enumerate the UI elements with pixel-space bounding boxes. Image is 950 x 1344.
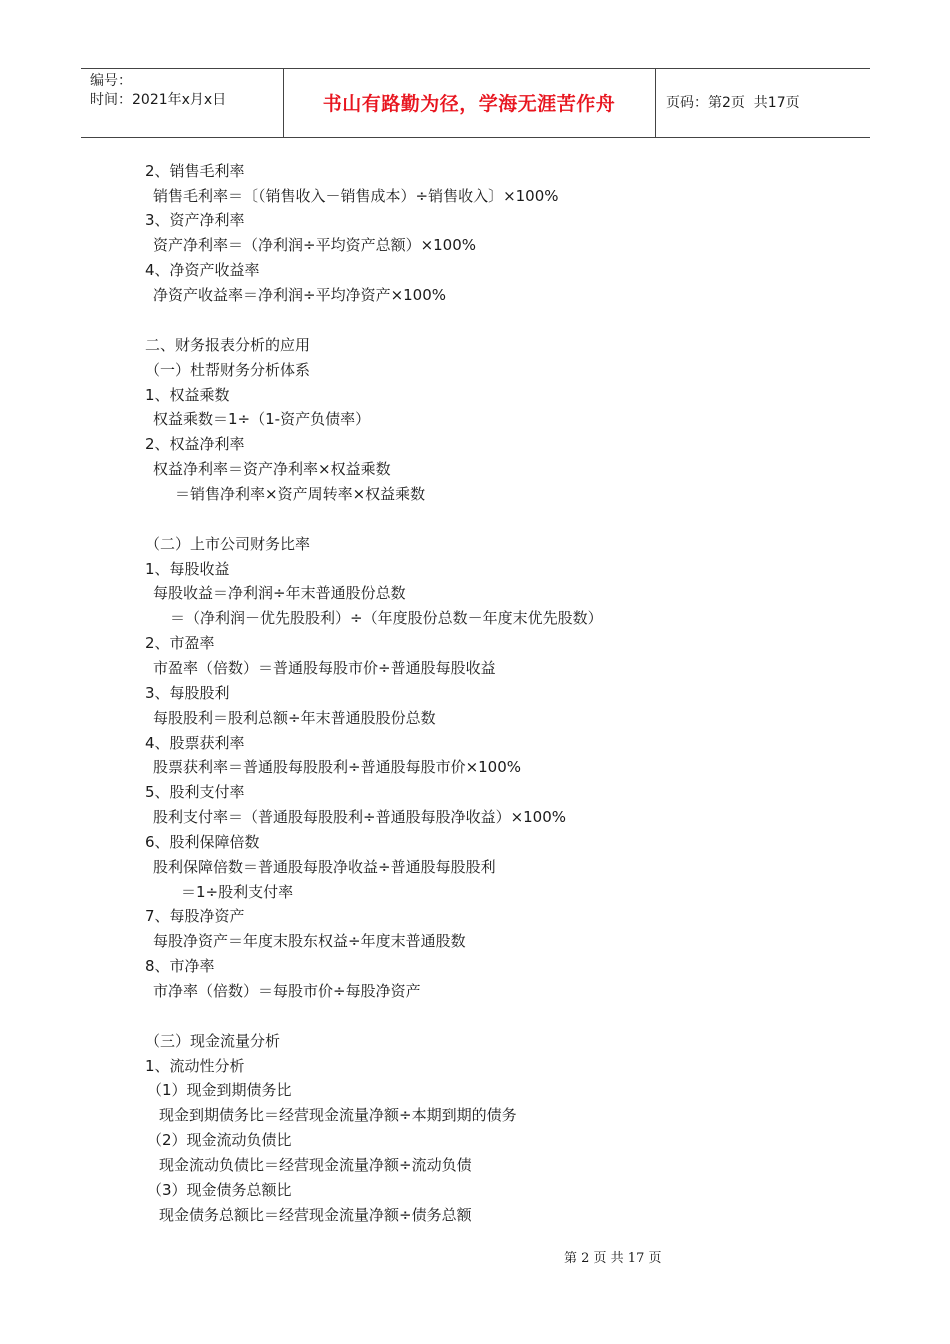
formula-pb-ratio: 市净率（倍数）＝每股市价÷每股净资产 xyxy=(153,982,421,1000)
header-motto-cell xyxy=(283,69,656,137)
formula-gross-margin: 销售毛利率＝〔（销售收入－销售成本）÷销售收入〕×100% xyxy=(153,187,559,205)
page-header xyxy=(81,68,870,138)
formula-eps: 每股收益＝净利润÷年末普通股份总数 xyxy=(153,584,406,602)
formula-payout-ratio: 股利支付率＝（普通股每股股利÷普通股每股净收益）×100% xyxy=(153,808,567,826)
section-heading-application: 二、财务报表分析的应用 xyxy=(145,336,311,354)
page-footer: 第 2 页 共 17 页 xyxy=(564,1251,662,1266)
formula-equity-multiplier: 权益乘数＝1÷（1-资产负债率） xyxy=(153,410,371,428)
heading-dividend-coverage: 6、股利保障倍数 xyxy=(145,833,260,851)
heading-dividend-per-share: 3、每股股利 xyxy=(145,684,230,702)
formula-equity-net-profit: 权益净利率＝资产净利率×权益乘数 xyxy=(153,460,391,478)
heading-cash-maturity-ratio: （1）现金到期债务比 xyxy=(147,1081,292,1099)
formula-cash-maturity-ratio: 现金到期债务比＝经营现金流量净额÷本期到期的债务 xyxy=(159,1106,517,1124)
formula-dividend-coverage-alt: ＝1÷股利支付率 xyxy=(181,883,294,901)
document-date: 时间：2021年x月x日 xyxy=(90,92,227,108)
formula-dividend-coverage: 股利保障倍数＝普通股每股净收益÷普通股每股股利 xyxy=(153,858,496,876)
formula-equity-net-profit-expanded: ＝销售净利率×资产周转率×权益乘数 xyxy=(175,485,426,503)
document-number-label: 编号： xyxy=(90,73,132,89)
motto: 书山有路勤为径，学海无涯苦作舟 xyxy=(322,93,616,115)
formula-cash-total-debt: 现金债务总额比＝经营现金流量净额÷债务总额 xyxy=(159,1206,472,1224)
page-code: 页码：第2页 共17页 xyxy=(666,95,800,111)
formula-dividend-per-share: 每股股利＝股利总额÷年末普通股股份总数 xyxy=(153,709,436,727)
header-page-cell xyxy=(656,69,870,137)
formula-pe-ratio: 市盈率（倍数）＝普通股每股市价÷普通股每股收益 xyxy=(153,659,496,677)
header-meta-cell xyxy=(81,69,284,137)
formula-dividend-yield: 股票获利率＝普通股每股股利÷普通股每股市价×100% xyxy=(153,758,522,776)
heading-equity-net-profit: 2、权益净利率 xyxy=(145,435,245,453)
subsection-dupont: （一）杜帮财务分析体系 xyxy=(145,361,311,379)
heading-dividend-yield: 4、股票获利率 xyxy=(145,734,245,752)
subsection-cash-flow: （三）现金流量分析 xyxy=(145,1032,281,1050)
formula-cash-current-liability: 现金流动负债比＝经营现金流量净额÷流动负债 xyxy=(159,1156,472,1174)
formula-book-value-per-share: 每股净资产＝年度末股东权益÷年度末普通股数 xyxy=(153,932,466,950)
heading-book-value-per-share: 7、每股净资产 xyxy=(145,907,245,925)
heading-liquidity: 1、流动性分析 xyxy=(145,1057,245,1075)
subsection-listed-company: （二）上市公司财务比率 xyxy=(145,535,311,553)
heading-pe-ratio: 2、市盈率 xyxy=(145,634,215,652)
heading-gross-margin: 2、销售毛利率 xyxy=(145,162,245,180)
heading-cash-total-debt: （3）现金债务总额比 xyxy=(147,1181,292,1199)
heading-return-on-equity: 4、净资产收益率 xyxy=(145,261,260,279)
heading-return-on-assets: 3、资产净利率 xyxy=(145,211,245,229)
formula-return-on-equity: 净资产收益率＝净利润÷平均净资产×100% xyxy=(153,286,447,304)
heading-pb-ratio: 8、市净率 xyxy=(145,957,215,975)
heading-cash-current-liability: （2）现金流动负债比 xyxy=(147,1131,292,1149)
formula-return-on-assets: 资产净利率＝（净利润÷平均资产总额）×100% xyxy=(153,236,477,254)
heading-payout-ratio: 5、股利支付率 xyxy=(145,783,245,801)
heading-equity-multiplier: 1、权益乘数 xyxy=(145,386,230,404)
heading-eps: 1、每股收益 xyxy=(145,560,230,578)
formula-eps-expanded: ＝（净利润－优先股股利）÷（年度股份总数－年度末优先股数） xyxy=(170,609,603,627)
